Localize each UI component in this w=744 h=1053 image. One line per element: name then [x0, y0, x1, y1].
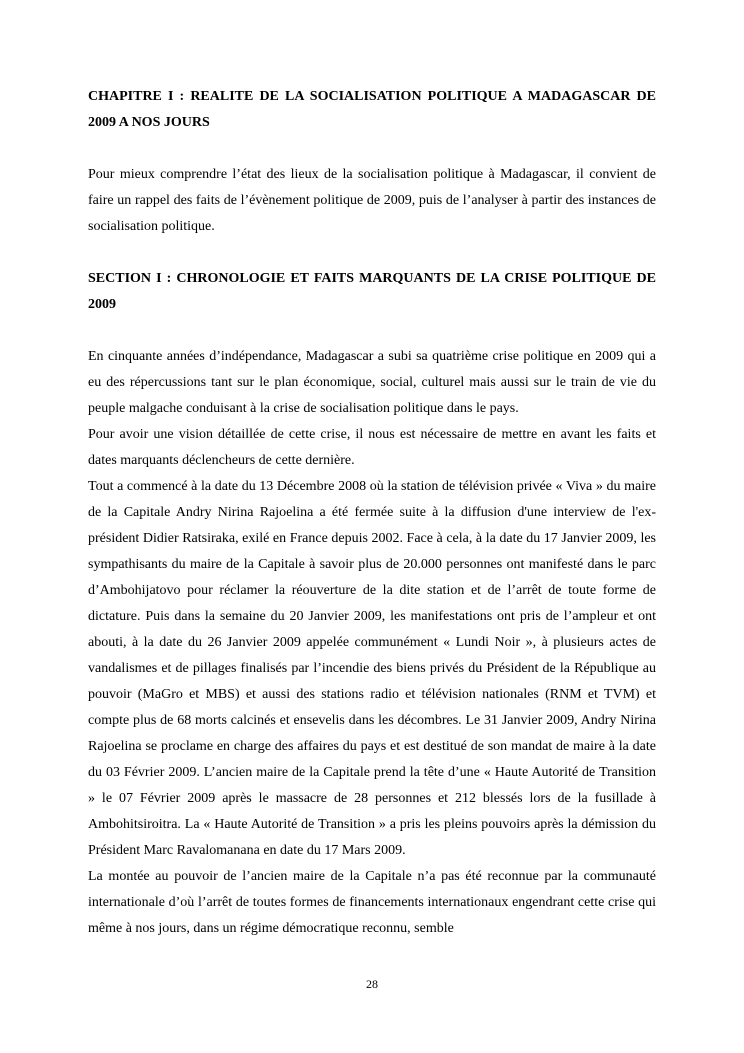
page-number: 28 — [366, 977, 378, 991]
body-paragraph-1: En cinquante années d’indépendance, Madagascar a subi sa quatrième crise politique en 2009 qui a eu des répercussions tant sur le plan économique, social, culturel mais aussi sur le train de vie du peuple malgache conduisant à la crise de socialisation politique dans le pays. — [88, 349, 656, 416]
chapter-title: CHAPITRE I : REALITE DE LA SOCIALISATION POLITIQUE A MADAGASCAR DE 2009 A NOS JOURS — [88, 89, 656, 130]
body-paragraph-4: La montée au pouvoir de l’ancien maire de la Capitale n’a pas été reconnue par la communauté internationale d’où l’arrêt de toutes formes de financements internationaux engendrant cette crise qui même à nos jours, dans un régime démocratique reconnu, semble — [88, 869, 656, 936]
intro-paragraph: Pour mieux comprendre l’état des lieux de la socialisation politique à Madagascar, il convient de faire un rappel des faits de l’évènement politique de 2009, puis de l’analyser à partir des instances de socialisation politique. — [88, 167, 656, 234]
section-title: SECTION I : CHRONOLOGIE ET FAITS MARQUANTS DE LA CRISE POLITIQUE DE 2009 — [88, 271, 656, 312]
body-paragraph-3: Tout a commencé à la date du 13 Décembre 2008 où la station de télévision privée « Viva » du maire de la Capitale Andry Nirina Rajoelina a été fermée suite à la diffusion d'une interview de l'ex-président Didier Ratsiraka, exilé en France depuis 2002. Face à cela, à la date du 17 Janvier 2009, les sympathisants du maire de la Capitale à savoir plus de 20.000 personnes ont manifesté dans le parc d’Ambohijatovo pour réclamer la réouverture de la dite station et de l’arrêt de toute forme de dictature. Puis dans la semaine du 20 Janvier 2009, les manifestations ont pris de l’ampleur et ont abouti, à la date du 26 Janvier 2009 appelée communément « Lundi Noir », à plusieurs actes de vandalismes et de pillages finalisés par l’incendie des biens privés du Président de la République au pouvoir (MaGro et MBS) et aussi des stations radio et télévision nationales (RNM et TVM) et compte plus de 68 morts calcinés et ensevelis dans les décombres. Le 31 Janvier 2009, Andry Nirina Rajoelina se proclame en charge des affaires du pays et est destitué de son mandat de maire à la date du 03 Février 2009. L’ancien maire de la Capitale prend la tête d’une « Haute Autorité de Transition » le 07 Février 2009 après le massacre de 28 personnes et 212 blessés lors de la fusillade à Ambohitsiroitra. La « Haute Autorité de Transition » a pris les pleins pouvoirs après la démission du Président Marc Ravalomanana en date du 17 Mars 2009. — [88, 479, 656, 858]
document-page — [88, 84, 656, 942]
body-paragraph-2: Pour avoir une vision détaillée de cette crise, il nous est nécessaire de mettre en avant les faits et dates marquants déclencheurs de cette dernière. — [88, 427, 656, 468]
